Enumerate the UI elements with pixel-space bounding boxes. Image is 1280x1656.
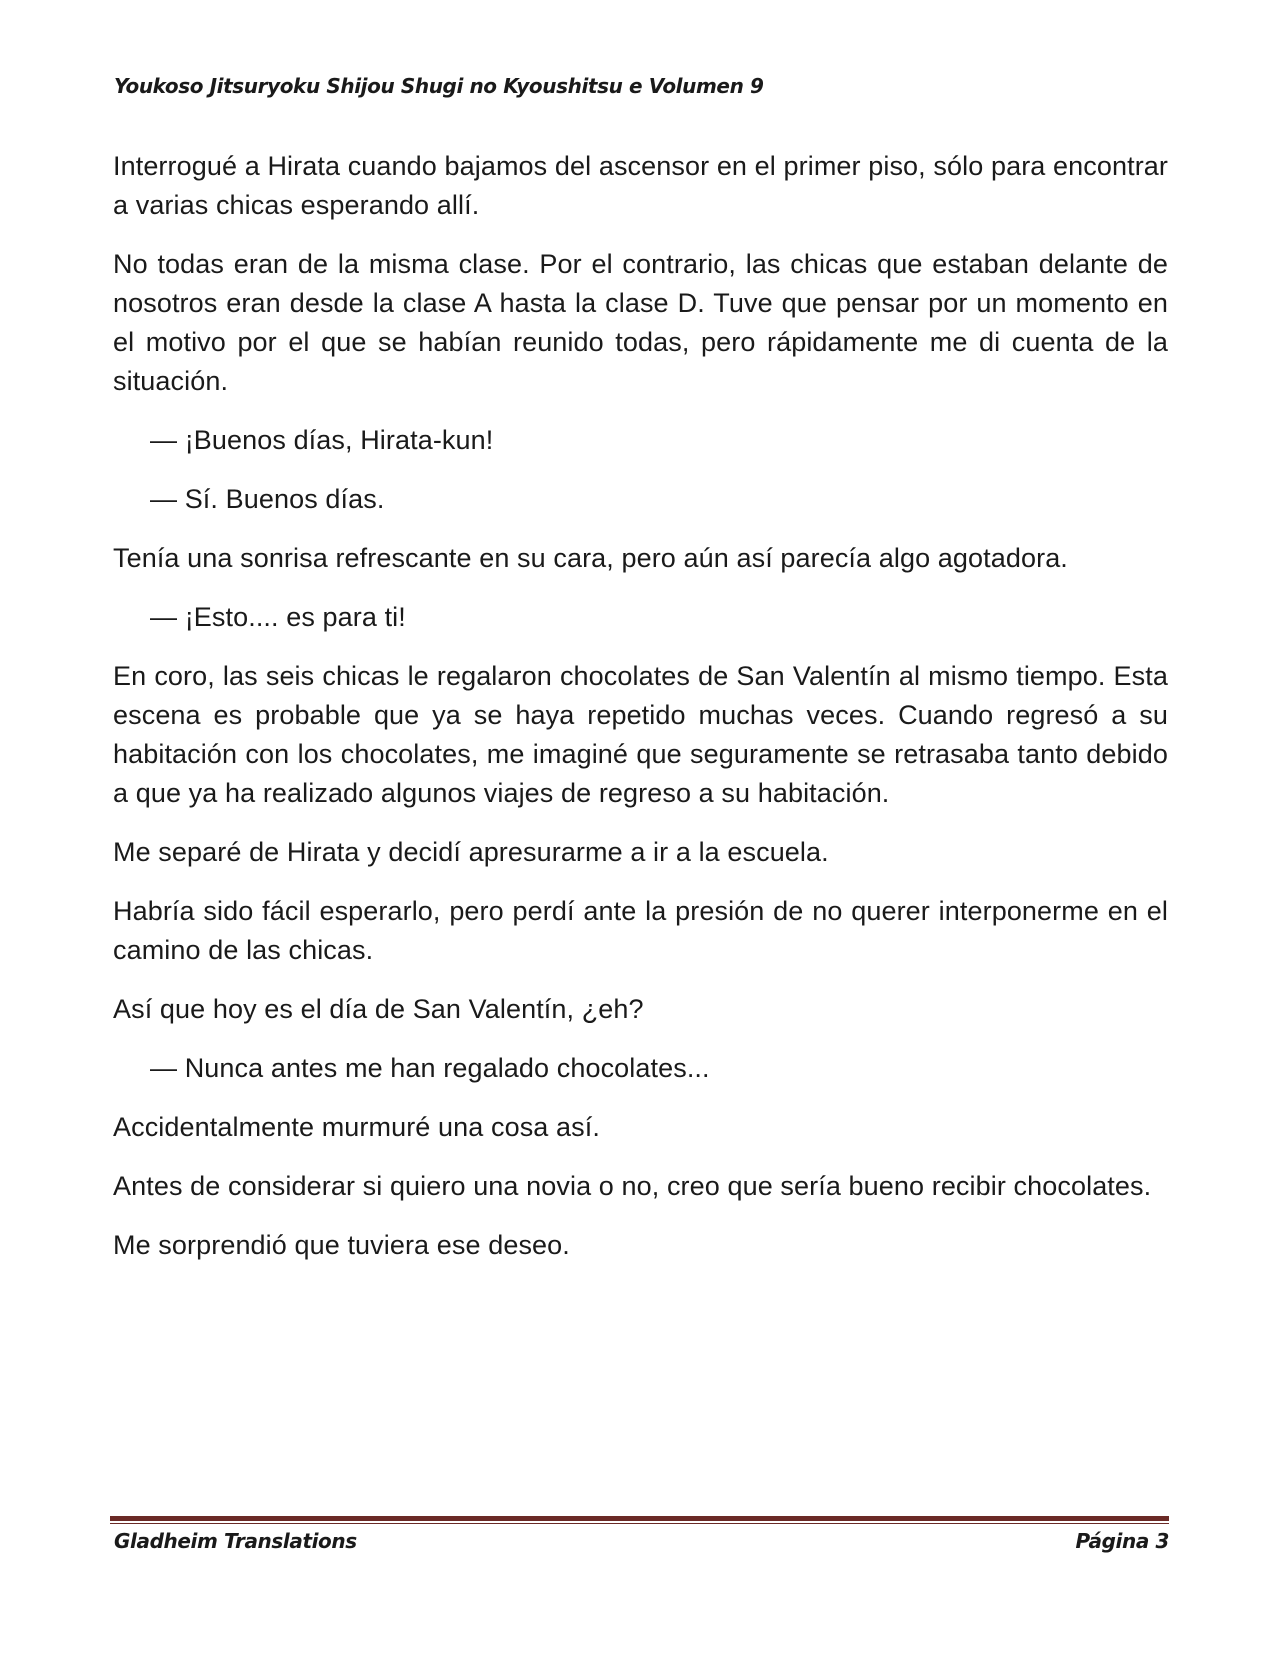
paragraph: Tenía una sonrisa refrescante en su cara, pero aún así parecía algo agotadora. — [113, 543, 1068, 573]
dialog-line: — ¡Esto.... es para ti! — [150, 602, 406, 632]
paragraph: Me sorprendió que tuviera ese deseo. — [113, 1230, 570, 1260]
dialog-line: — ¡Buenos días, Hirata-kun! — [150, 425, 494, 455]
paragraph: Así que hoy es el día de San Valentín, ¿eh? — [113, 994, 644, 1024]
footer-credit: Gladheim Translations — [114, 1529, 357, 1553]
paragraph: Habría sido fácil esperarlo, pero perdí ante la presión de no querer interponerme en el camino de las chicas. — [113, 896, 1168, 965]
paragraph: No todas eran de la misma clase. Por el contrario, las chicas que estaban delante de nosotros eran desde la clase A hasta la clase D. Tuve que pensar por un momento en el motivo por el que se habían reunido todas, pero rápidamente me di cuenta de la situación. — [113, 249, 1168, 396]
paragraph: Interrogué a Hirata cuando bajamos del ascensor en el primer piso, sólo para encontrar a varias chicas esperando allí. — [113, 151, 1168, 220]
paragraph: Accidentalmente murmuré una cosa así. — [113, 1112, 600, 1142]
dialog-line: — Sí. Buenos días. — [150, 484, 385, 514]
body-text — [113, 147, 1168, 1285]
paragraph: Antes de considerar si quiero una novia o no, creo que sería bueno recibir chocolates. — [113, 1171, 1152, 1201]
footer-divider-thin — [110, 1523, 1169, 1524]
paragraph: Me separé de Hirata y decidí apresurarme a ir a la escuela. — [113, 837, 829, 867]
page-header-title: Youkoso Jitsuryoku Shijou Shugi no Kyoushitsu e Volumen 9 — [114, 74, 764, 98]
dialog-line: — Nunca antes me han regalado chocolates... — [150, 1053, 710, 1083]
paragraph: En coro, las seis chicas le regalaron chocolates de San Valentín al mismo tiempo. Esta escena es probable que ya se haya repetido muchas veces. Cuando regresó a su habitación con los chocolates, me imaginé que seguramente se retrasaba tanto debido a que ya ha realizado algunos viajes de regreso a su habitación. — [113, 661, 1168, 808]
page-number: Página 3 — [1075, 1529, 1169, 1553]
footer-divider-thick — [110, 1516, 1169, 1521]
